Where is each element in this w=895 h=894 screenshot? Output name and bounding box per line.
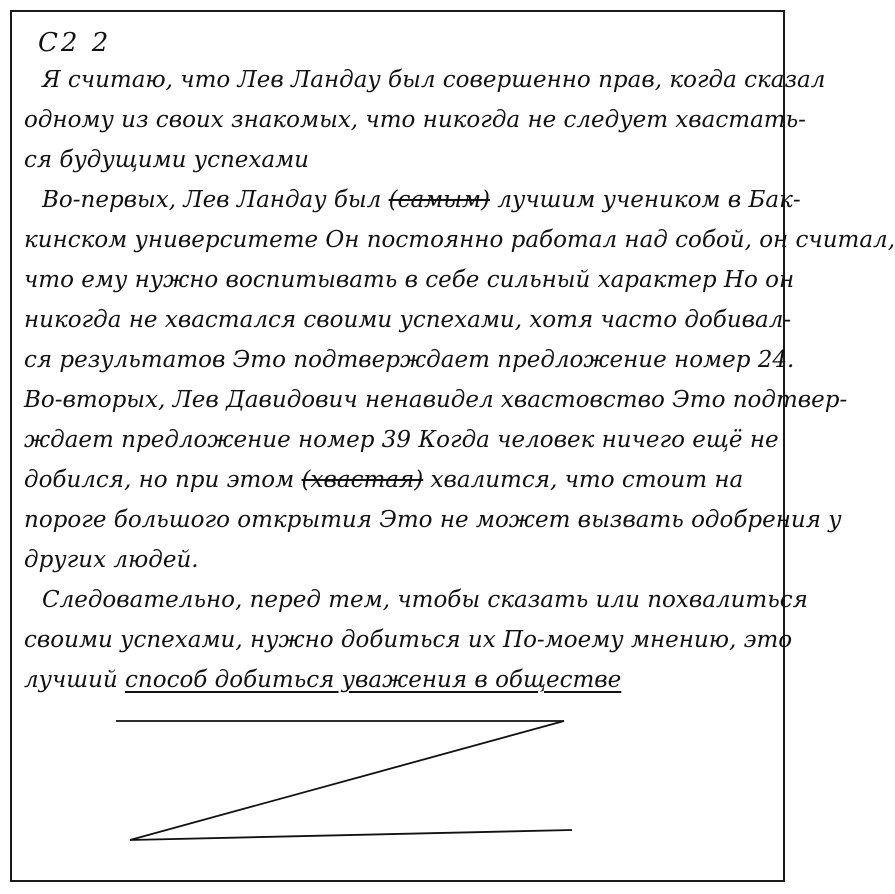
z-stroke-diagonal	[130, 721, 564, 840]
line-text: лучшим учеником в Бак-	[490, 187, 801, 213]
essay-line	[24, 60, 826, 100]
answer-sheet	[10, 10, 895, 882]
essay-line	[24, 140, 769, 180]
essay-text	[24, 60, 895, 700]
underlined-phrase: способ добиться уважения в обществе	[125, 667, 622, 693]
essay-line	[24, 300, 792, 340]
line-text: Во-вторых, Лев Давидович ненавидел хвастовство Это подтвер-	[24, 387, 848, 413]
essay-line	[24, 220, 895, 260]
essay-line	[24, 460, 769, 500]
line-text: никогда не хвастался своими успехами, хотя часто добивал-	[24, 307, 792, 333]
line-text: ждает предложение номер 39 Когда человек ничего ещё не	[24, 427, 779, 453]
line-text: своими успехами, нужно добиться их По-моему мнению, это	[24, 627, 793, 653]
essay-line	[24, 100, 806, 140]
page-label: С2 2	[38, 28, 112, 58]
essay-line	[24, 580, 808, 620]
line-text: одному из своих знакомых, что никогда не следует хвастать-	[24, 107, 806, 133]
essay-line	[24, 180, 801, 220]
essay-line	[24, 380, 848, 420]
line-text: других людей.	[24, 547, 199, 573]
struck-word: (хвастая)	[301, 467, 424, 493]
line-text: лучший	[24, 667, 126, 693]
line-text: ся результатов Это подтверждает предложение номер 24.	[24, 347, 795, 373]
essay-line	[24, 620, 793, 660]
line-text: что ему нужно воспитывать в себе сильный характер Но он	[24, 267, 795, 293]
line-text: пороге большого открытия Это не может вызвать одобрения у	[24, 507, 842, 533]
essay-line	[24, 540, 769, 580]
line-text: кинском университете Он постоянно работал над собой, он считал,	[24, 227, 895, 253]
essay-line	[24, 340, 795, 380]
essay-line	[24, 420, 779, 460]
struck-word: (самым)	[388, 187, 491, 213]
line-text: добился, но при этом	[24, 467, 302, 493]
line-text: хвалится, что стоит на	[423, 467, 744, 493]
essay-line	[24, 260, 795, 300]
line-text: ся будущими успехами	[24, 147, 309, 173]
z-stroke-bottom	[130, 830, 572, 840]
essay-line	[24, 660, 769, 700]
line-text: Я считаю, что Лев Ландау был совершенно прав, когда сказал	[42, 67, 826, 93]
essay-line	[24, 500, 842, 540]
line-text: Во-первых, Лев Ландау был	[42, 187, 389, 213]
line-text: Следовательно, перед тем, чтобы сказать или похвалиться	[42, 587, 808, 613]
